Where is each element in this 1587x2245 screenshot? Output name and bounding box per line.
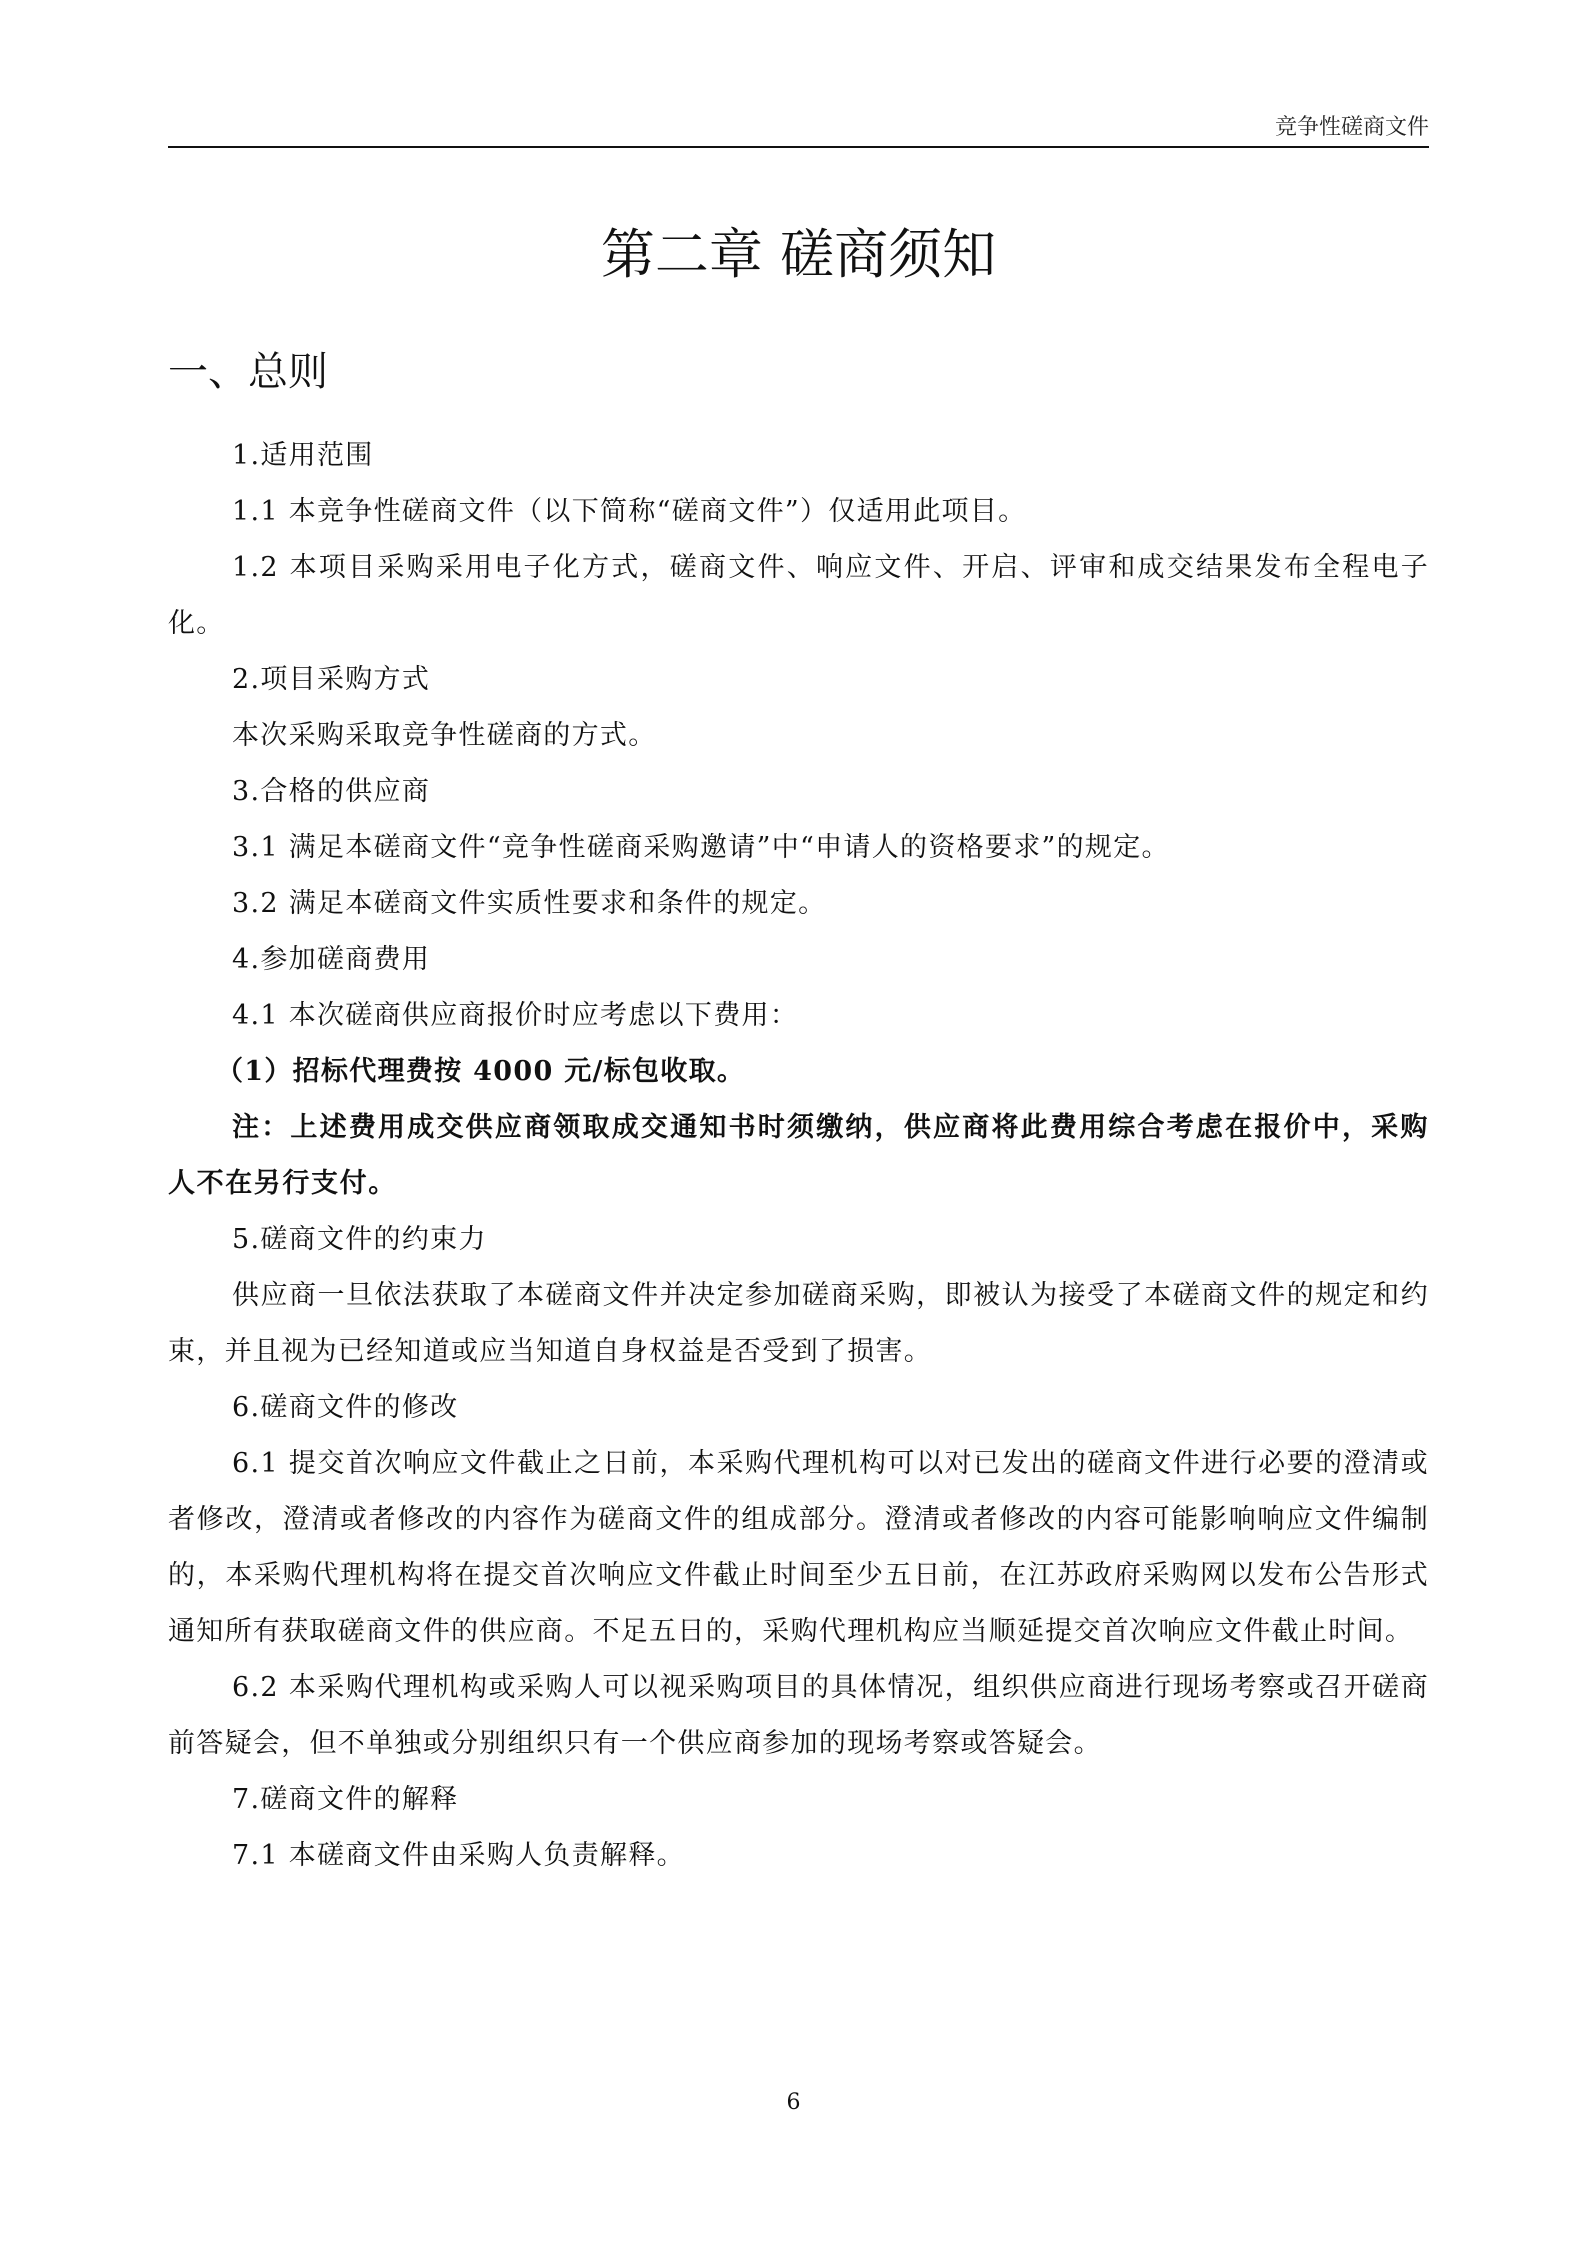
clause-3-2: 3.2 满足本磋商文件实质性要求和条件的规定。 [232, 888, 827, 919]
page-number: 6 [786, 2090, 801, 2115]
clause-heading-2: 2.项目采购方式 [232, 664, 431, 695]
section-heading: 一、总则 [168, 349, 328, 395]
clause-heading-5: 5.磋商文件的约束力 [232, 1224, 487, 1255]
clause-heading-1: 1.适用范围 [232, 440, 374, 471]
clause-heading-4: 4.参加磋商费用 [232, 944, 431, 975]
clause-2-text: 本次采购采取竞争性磋商的方式。 [232, 720, 657, 751]
clause-6-1: 6.1 提交首次响应文件截止之日前，本采购代理机构可以对已发出的磋商文件进行必要的澄清或者修改，澄清或者修改的内容作为磋商文件的组成部分。澄清或者修改的内容可能影响响应文件编制的，本采购代理机构将在提交首次响应文件截止时间至少五日前，在江苏政府采购网以发布公告形式通知所有获取磋商文件的供应商。不足五日的，采购代理机构应当顺延提交首次响应文件截止时间。 [168, 1448, 1429, 1647]
fee-item: （1）招标代理费按 4000 元/标包收取。 [216, 1056, 746, 1087]
clause-heading-3: 3.合格的供应商 [232, 776, 431, 807]
clause-4-1: 4.1 本次磋商供应商报价时应考虑以下费用： [232, 1000, 799, 1031]
clause-7-1: 7.1 本磋商文件由采购人负责解释。 [232, 1840, 685, 1871]
clause-heading-6: 6.磋商文件的修改 [232, 1392, 459, 1423]
clause-5-text: 供应商一旦依法获取了本磋商文件并决定参加磋商采购，即被认为接受了本磋商文件的规定和约束，并且视为已经知道或应当知道自身权益是否受到了损害。 [168, 1280, 1429, 1367]
clause-heading-7: 7.磋商文件的解释 [232, 1784, 459, 1815]
clause-6-2: 6.2 本采购代理机构或采购人可以视采购项目的具体情况，组织供应商进行现场考察或召开磋商前答疑会，但不单独或分别组织只有一个供应商参加的现场考察或答疑会。 [168, 1672, 1429, 1759]
running-header: 竞争性磋商文件 [1274, 115, 1429, 140]
clause-1-2: 1.2 本项目采购采用电子化方式，磋商文件、响应文件、开启、评审和成交结果发布全程电子化。 [168, 552, 1429, 639]
clause-1-1: 1.1 本竞争性磋商文件（以下简称“磋商文件”）仅适用此项目。 [232, 496, 1027, 527]
header-rule [168, 146, 1429, 148]
clause-3-1: 3.1 满足本磋商文件“竞争性磋商采购邀请”中“申请人的资格要求”的规定。 [232, 832, 1170, 863]
body-text [168, 428, 1429, 1884]
fee-note: 注：上述费用成交供应商领取成交通知书时须缴纳，供应商将此费用综合考虑在报价中，采购人不在另行支付。 [168, 1112, 1429, 1199]
chapter-title: 第二章 磋商须知 [600, 223, 997, 286]
